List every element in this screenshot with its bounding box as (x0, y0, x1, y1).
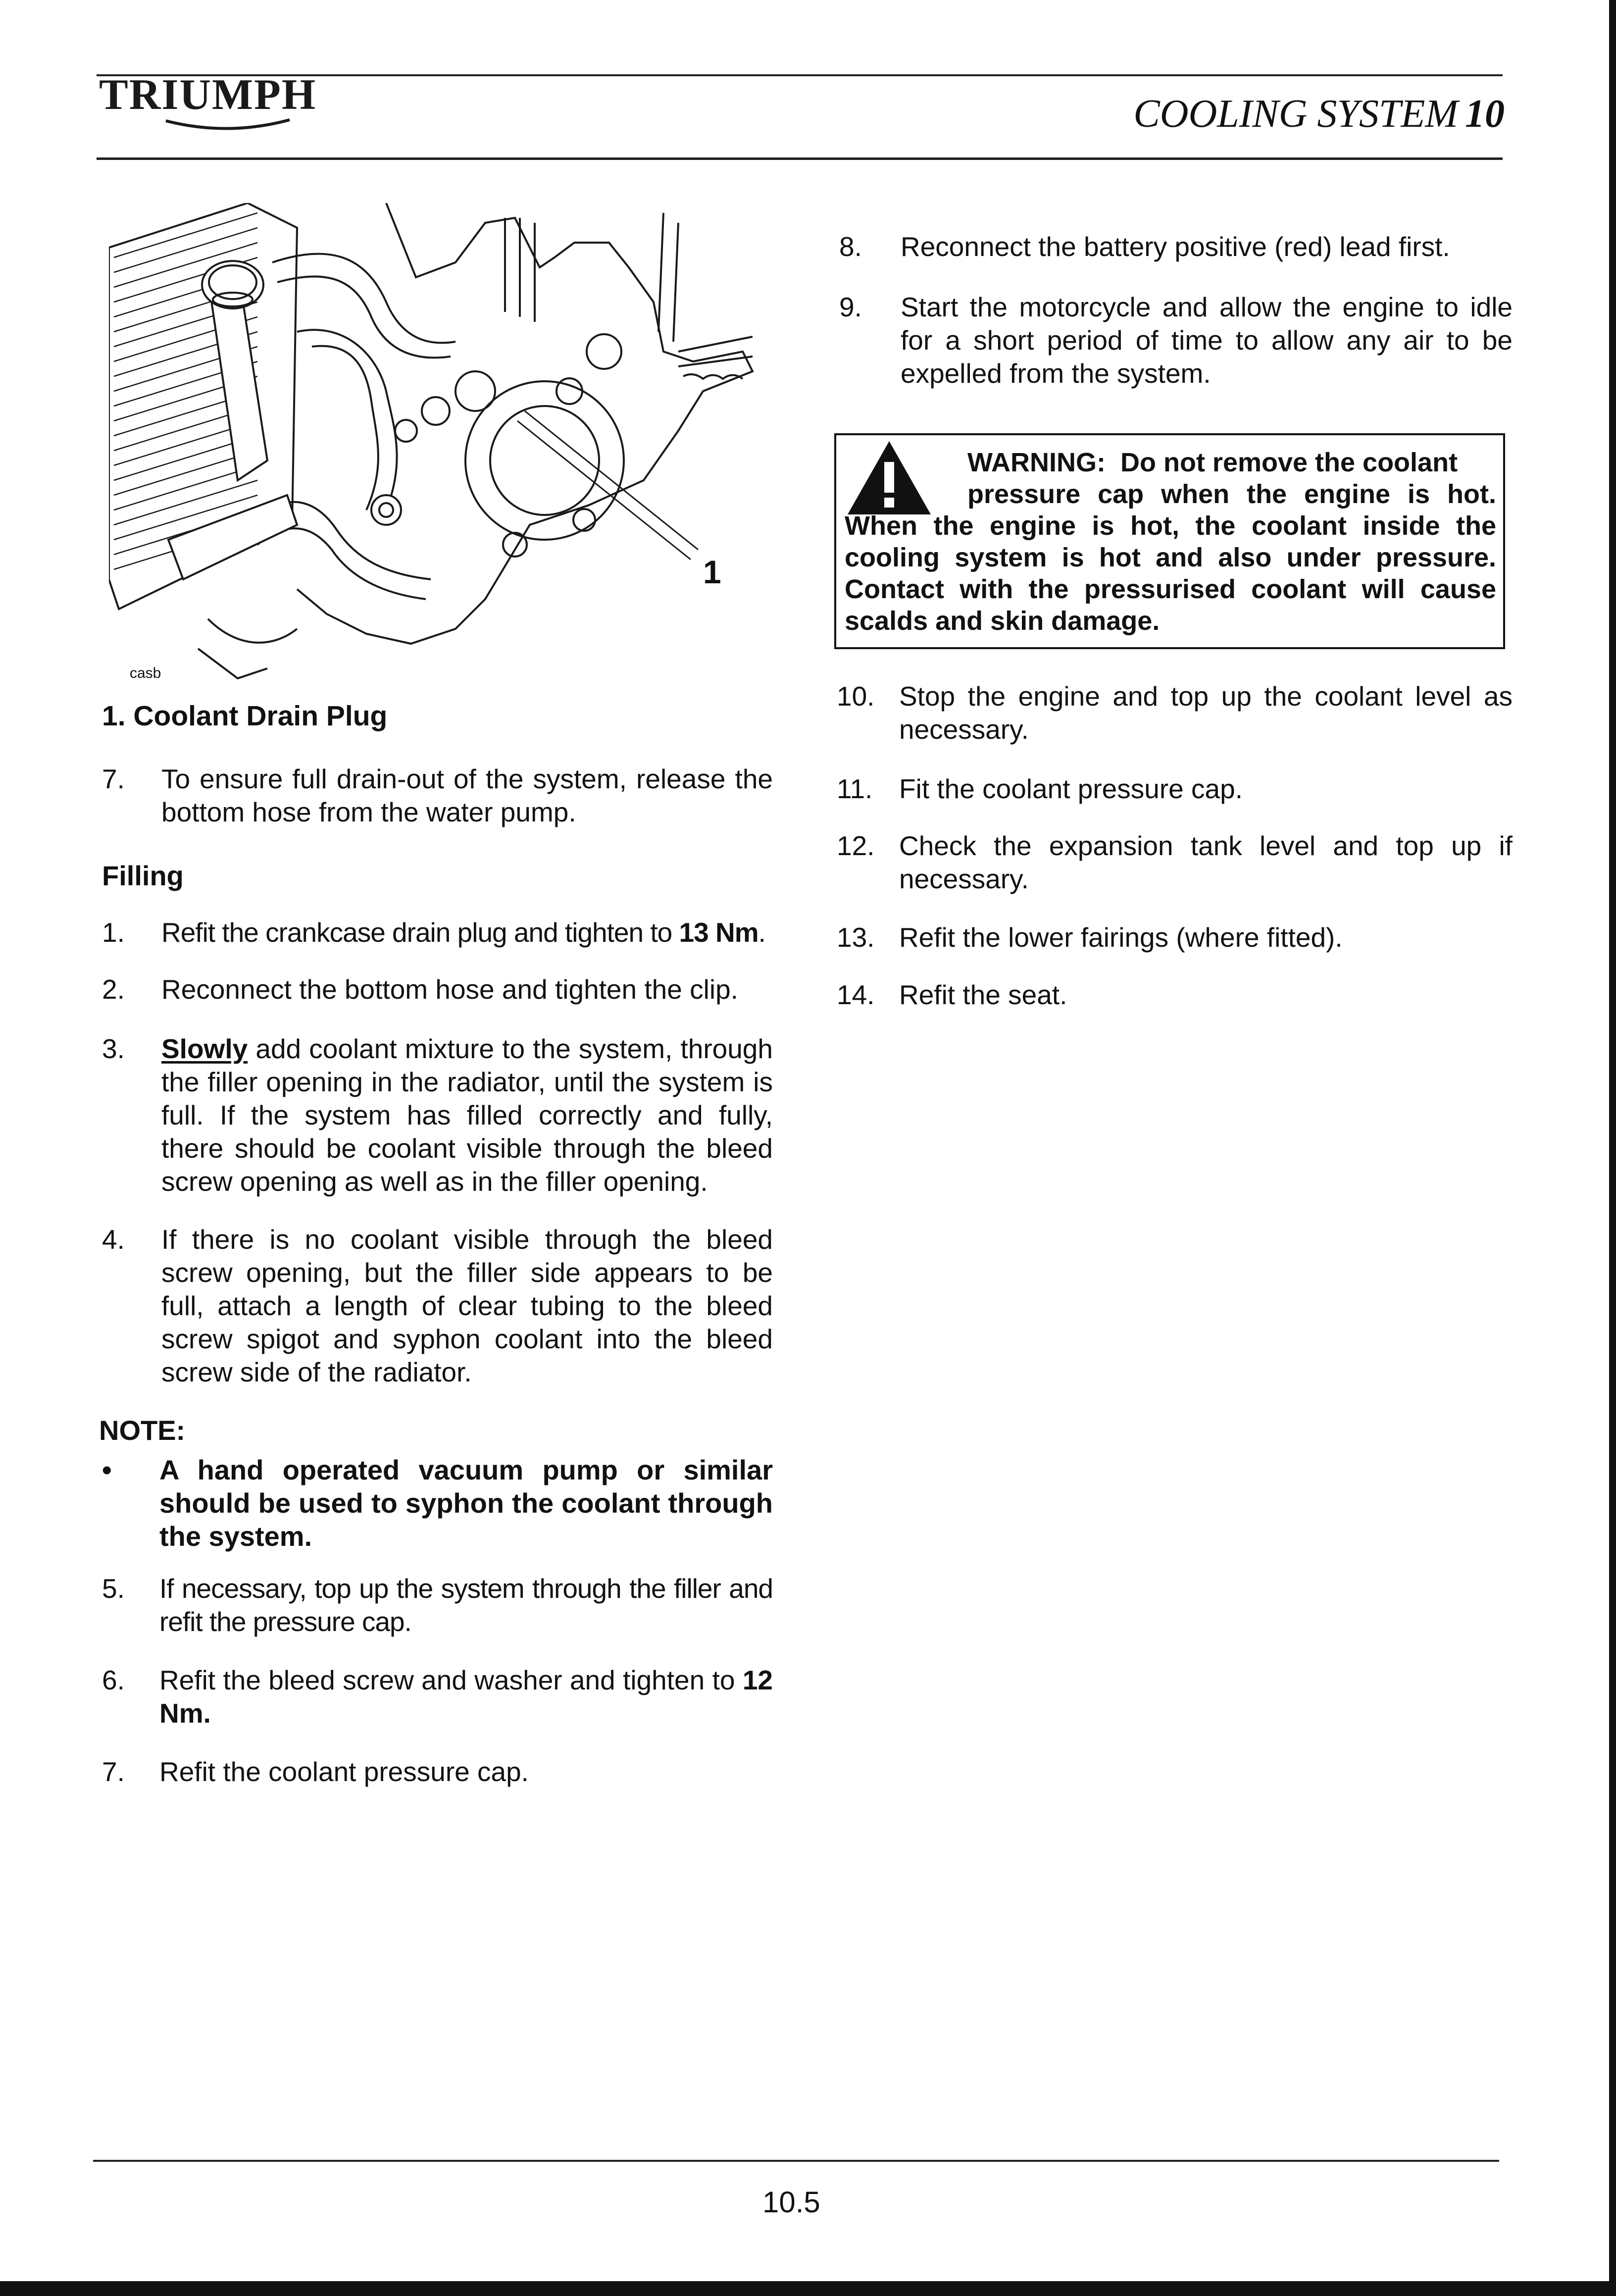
step-text: If necessary, top up the system through the filler and refit the pressure cap. (159, 1573, 773, 1637)
step-number: 13. (837, 922, 875, 953)
page-number: 10.5 (762, 2186, 820, 2219)
step-text: Start the motorcycle and allow the engine to idle for a short period of time to allow any air to be expelled from the system. (901, 292, 1513, 389)
step-text: Reconnect the battery positive (red) lead first. (901, 231, 1450, 262)
step-number: 7. (102, 764, 125, 794)
warning-text (845, 447, 1496, 637)
step-9 (839, 291, 1513, 390)
step-number: 9. (839, 292, 862, 322)
step-text: Check the expansion tank level and top up if necessary. (899, 830, 1513, 894)
warning-label: WARNING: (967, 448, 1106, 477)
note-text: A hand operated vacuum pump or similar should be used to syphon the coolant through the system. (159, 1454, 773, 1552)
step-number: 6. (102, 1665, 125, 1695)
section-number: 10 (1465, 92, 1505, 136)
step-11 (837, 772, 1513, 806)
step-number: 7. (102, 1756, 125, 1787)
step-text: If there is no coolant visible through the bleed screw opening, but the filler side appears to be full, attach a length of clear tubing to the bleed screw spigot and syphon coolant into the bleed screw side of the radiator. (161, 1224, 773, 1387)
step-number: 1. (102, 917, 125, 948)
note-item (102, 1453, 773, 1553)
step-number: 2. (102, 974, 125, 1005)
drain-plug-callout: 1 (703, 554, 721, 590)
brand-logo: TRIUMPH (99, 71, 317, 119)
step-text: Refit the seat. (899, 979, 1067, 1010)
filling-step-1 (102, 916, 773, 949)
torque-value: 13 Nm (679, 917, 758, 948)
step-number: 4. (102, 1224, 125, 1255)
figure-code: casb (130, 665, 161, 681)
step-number: 8. (839, 231, 862, 262)
scan-edge-right (1609, 0, 1616, 2296)
warning-body: pressure cap when the engine is hot. When the engine is hot, the coolant inside the cooling system is hot and also under pressure. Contact with the pressurised coolant will cause scalds and skin damage. (845, 479, 1496, 636)
step-text: Stop the engine and top up the coolant level as necessary. (899, 681, 1513, 745)
drain-step-7 (102, 763, 773, 829)
filling-step-7 (102, 1755, 773, 1788)
filling-step-2 (102, 973, 773, 1006)
step-punct: . (758, 917, 765, 948)
step-text: Refit the lower fairings (where fitted). (899, 922, 1343, 953)
step-text: Reconnect the bottom hose and tighten the clip. (161, 974, 738, 1005)
step-13 (837, 921, 1513, 954)
step-text: add coolant mixture to the system, through the filler opening in the radiator, until the system is full. If the system has filled correctly and fully, there should be coolant visible through the bleed screw opening as well as in the filler opening. (161, 1033, 773, 1197)
coolant-drain-illustration (109, 203, 772, 688)
step-number: 5. (102, 1573, 125, 1604)
step-number: 3. (102, 1033, 125, 1064)
note-bullet: • (102, 1454, 112, 1485)
emphasis-slowly: Slowly (161, 1033, 248, 1064)
step-10 (837, 680, 1513, 746)
filling-step-6 (102, 1664, 773, 1730)
filling-step-3 (102, 1032, 773, 1198)
step-text: Fit the coolant pressure cap. (899, 773, 1243, 804)
header-rule-bottom (97, 157, 1503, 160)
step-number: 12. (837, 830, 875, 861)
filling-heading: Filling (102, 860, 184, 891)
step-number: 14. (837, 979, 875, 1010)
figure-caption: 1. Coolant Drain Plug (102, 700, 388, 732)
step-number: 10. (837, 681, 875, 712)
step-text: Refit the coolant pressure cap. (159, 1756, 529, 1787)
step-14 (837, 978, 1513, 1012)
scan-edge-bottom (0, 2281, 1616, 2296)
warning-first-line: Do not remove the coolant (1120, 448, 1458, 477)
torque-value: 12 Nm. (159, 1665, 773, 1729)
note-heading: NOTE: (99, 1415, 186, 1446)
step-text: Refit the bleed screw and washer and tighten to (159, 1665, 743, 1695)
step-12 (837, 829, 1513, 896)
step-text: Refit the crankcase drain plug and tighten to (161, 917, 679, 948)
step-text: To ensure full drain-out of the system, release the bottom hose from the water pump. (161, 764, 773, 827)
footer-rule (93, 2160, 1499, 2162)
logo-swoosh-icon (163, 117, 292, 137)
filling-step-5 (102, 1572, 773, 1638)
step-number: 11. (837, 773, 873, 804)
step-8 (839, 230, 1513, 263)
filling-step-4 (102, 1223, 773, 1389)
section-title: COOLING SYSTEM 10 (1133, 92, 1505, 136)
